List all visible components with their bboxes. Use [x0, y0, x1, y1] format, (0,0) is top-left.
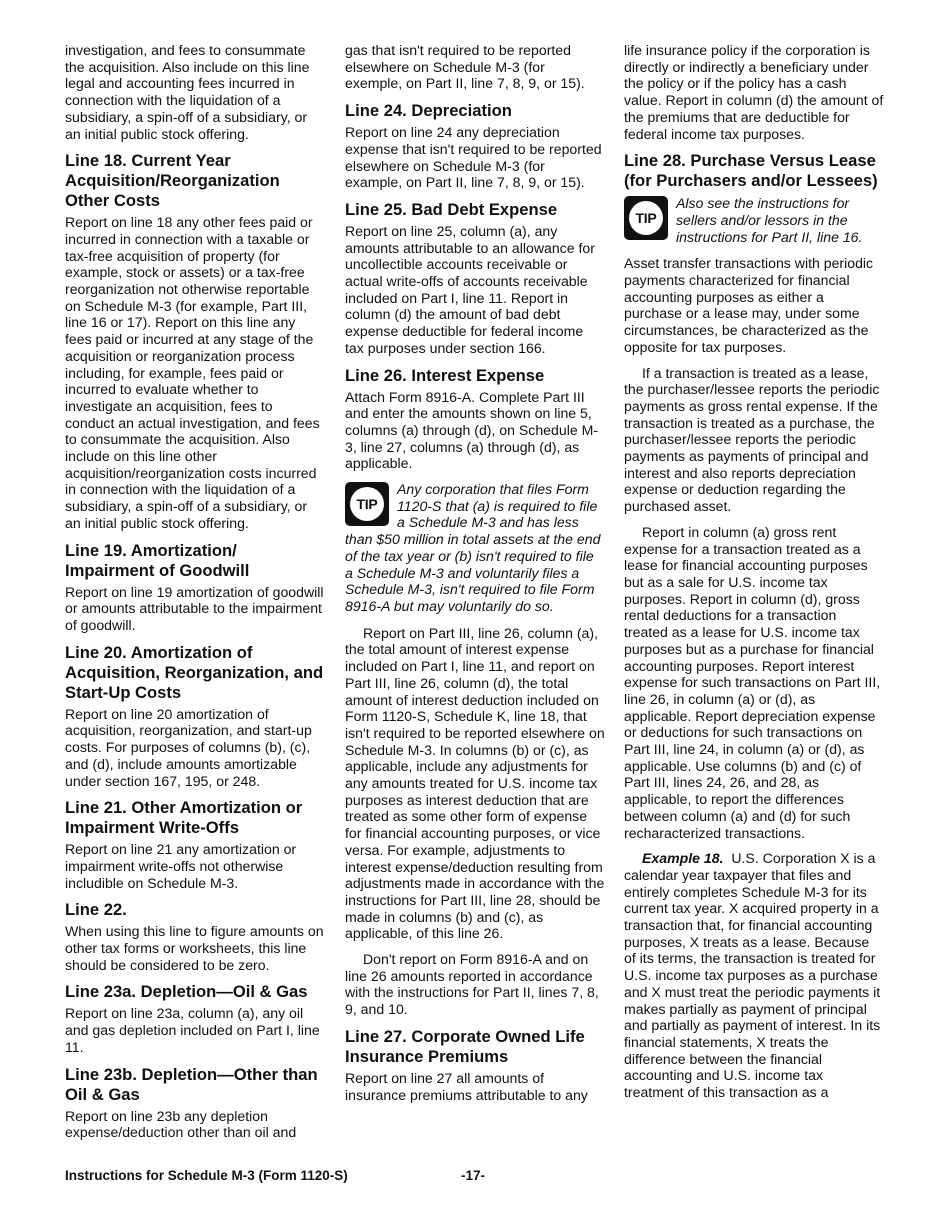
- paragraph: Report on line 21 any amortization or impairment write-offs not otherwise includible on Schedule M-3.: [65, 841, 297, 891]
- paragraph: Attach Form 8916-A. Complete Part III and enter the amounts shown on line 5, columns (a) through (d), on Schedule M-3, line 27, columns (a) through (d), as applicable.: [345, 388, 599, 472]
- heading-line-24: Line 24. Depreciation: [345, 101, 512, 121]
- heading-line-18: Line 18. Current Year Acquisition/Reorganization Other Costs: [65, 151, 280, 211]
- tip-label: TIP: [629, 201, 663, 235]
- tip-text: Any corporation that files Form 1120-S that (a) is required to file a Schedule M-3 and has less than $50 million in total assets at the end of the tax year or (b) isn't required to file a Schedule M-3 and voluntarily files a Schedule M-3, isn't required to file Form 8916-A but may voluntarily do so.: [345, 481, 601, 614]
- column-middle: [345, 42, 605, 1112]
- paragraph: Report on line 24 any depreciation expense that isn't required to be reported elsewhere on Schedule M-3 (for example, on Part II, line 7, 8, 9, or 15).: [345, 124, 602, 191]
- paragraph: Report on line 18 any other fees paid or incurred in connection with a taxable or tax-free acquisition of property (for example, stock or assets) or a tax-free reorganization not otherwise reportable on Schedule M-3 (for example, Part III, line 16 or 17). Report on this line any fees paid or incurred at any stage of the acquisition or reorganization process including, for example, fees paid or incurred to evaluate whether to investigate an acquisition, fees to conduct an actual investigation, and fees to consummate the acquisition. Also include on this line other acquisition/reorganization costs incurred in connection with the liquidation of a subsidiary, a spin-off of a subsidiary, or an initial public stock offering.: [65, 214, 320, 531]
- heading-line-25: Line 25. Bad Debt Expense: [345, 199, 558, 219]
- heading-line-20: Line 20. Amortization of Acquisition, Reorganization, and Start-Up Costs: [65, 642, 324, 702]
- heading-line-19: Line 19. Amortization/ Impairment of Goodwill: [65, 540, 250, 580]
- paragraph: investigation, and fees to consummate the acquisition. Also include on this line legal and accounting fees incurred in connection with the liquidation of a subsidiary, a spin-off of a subsidiary, or an initial public stock offering.: [65, 42, 310, 142]
- footer-doc-title: Instructions for Schedule M-3 (Form 1120-S): [65, 1168, 348, 1183]
- paragraph: If a transaction is treated as a lease, the purchaser/lessee reports the periodic payments as gross rental expense. If the transaction is treated as a purchase, the purchaser/lessee reports the periodic payments as payments of principal and interest and also reports depreciation expense or deduction regarding the purchased asset.: [624, 364, 880, 515]
- heading-line-27: Line 27. Corporate Owned Life Insurance Premiums: [345, 1026, 585, 1066]
- paragraph: Report on line 27 all amounts of insurance premiums attributable to any: [345, 1069, 588, 1103]
- paragraph: Report on line 23b any depletion expense/deduction other than oil and: [65, 1107, 297, 1141]
- paragraph: Don't report on Form 8916-A and on line 26 amounts reported in accordance with the instructions for Part II, lines 7, 8, 9, and 10.: [345, 951, 599, 1018]
- paragraph: Report in column (a) gross rent expense for a transaction treated as a lease for financial accounting purposes but as a sale for U.S. income tax purposes. Report in column (d), gross rental deductions for a transaction treated as a lease for U.S. income tax purposes but as a purchase for financial accounting purposes. Report interest expense for such transactions on Part III, line 26, in column (a) or (d), as applicable. Report depreciation expense or deductions for such transactions on Part III, line 24, in column (a) or (d), as applicable. Use columns (b) and (c) of Part III, lines 24, 26, and 28, as applicable, to report the differences between column (a) and (d) for such recharacterized transactions.: [624, 523, 881, 841]
- paragraph: Report on Part III, line 26, column (a), the total amount of interest expense included on Part I, line 11, and report on Part III, line 26, column (d), the total amount of interest deduction included on Form 1120-S, Schedule K, line 18, that isn't required to be reported elsewhere on Schedule M-3. In columns (b) or (c), as applicable, include any adjustments for any amounts treated for U.S. income tax purposes as interest deduction that are treated as some other form of expense for financial accounting purposes, or vice versa. For example, adjustments to interest expense/deduction resulting from adjustments made in accordance with the instructions for Part III, line 28, should be made in columns (b) and (c), as applicable, of this line 26.: [345, 624, 605, 942]
- heading-line-21: Line 21. Other Amortization or Impairment Write-Offs: [65, 798, 303, 838]
- page-footer: [65, 1168, 885, 1183]
- tip-label: TIP: [350, 487, 384, 521]
- example-label: Example 18.: [642, 850, 724, 867]
- paragraph: gas that isn't required to be reported elsewhere on Schedule M-3 (for exemple, on Part II, line 7, 8, 9, or 15).: [345, 42, 585, 92]
- example-paragraph: [624, 850, 884, 1101]
- example-text: U.S. Corporation X is a calendar year taxpayer that files and entirely completes Schedule M-3 for its current tax year. X acquired property in a transaction that, for financial accounting purposes, X treats as a lease. Because of its terms, the transaction is treated for U.S. income tax purposes as a purchase and X must treat the periodic payments it makes partially as payment of principal and partially as payment of interest. In its financial statements, X treats the difference between the financial accounting and U.S. income tax treatment of this transaction as a: [624, 850, 881, 1101]
- tip-icon: [345, 482, 389, 526]
- heading-line-23a: Line 23a. Depletion—Oil & Gas: [65, 982, 308, 1002]
- paragraph: life insurance policy if the corporation is directly or indirectly a beneficiary under the policy or if the policy has a cash value. Report in column (d) the amount of the premiums that are deductible for federal income tax purposes.: [624, 42, 884, 142]
- paragraph: Report on line 20 amortization of acquisition, reorganization, and start-up costs. For purposes of columns (b), (c), and (d), include amounts amortizable under section 167, 195, or 248.: [65, 705, 312, 789]
- heading-line-28: Line 28. Purchase Versus Lease (for Purchasers and/or Lessees): [624, 151, 878, 191]
- tip-icon: [624, 196, 668, 240]
- tip-callout: [345, 481, 605, 615]
- tip-callout: [624, 195, 884, 245]
- page-number: -17-: [461, 1168, 486, 1183]
- heading-line-23b: Line 23b. Depletion—Other than Oil & Gas: [65, 1064, 318, 1104]
- paragraph: Asset transfer transactions with periodic payments characterized for financial accounting purposes as either a purchase or a lease may, under some circumstances, be characterized as the opposite for tax purposes.: [624, 255, 874, 355]
- column-left: [65, 42, 325, 1150]
- paragraph: Report on line 23a, column (a), any oil and gas depletion included on Part I, line 11.: [65, 1005, 320, 1055]
- paragraph: Report on line 19 amortization of goodwill or amounts attributable to the impairment of goodwill.: [65, 583, 324, 633]
- heading-line-22: Line 22.: [65, 900, 127, 920]
- column-right: [624, 42, 884, 1110]
- heading-line-26: Line 26. Interest Expense: [345, 365, 545, 385]
- tip-text: Also see the instructions for sellers and/or lessors in the instructions for Part II, line 16.: [676, 195, 863, 245]
- paragraph: Report on line 25, column (a), any amounts attributable to an allowance for uncollectible accounts receivable or actual write-offs of accounts receivable included on Part I, line 11. Report in column (d) the amount of bad debt expense deductible for federal income tax purposes under section 166.: [345, 222, 595, 356]
- paragraph: When using this line to figure amounts on other tax forms or worksheets, this line should be considered to be zero.: [65, 923, 324, 973]
